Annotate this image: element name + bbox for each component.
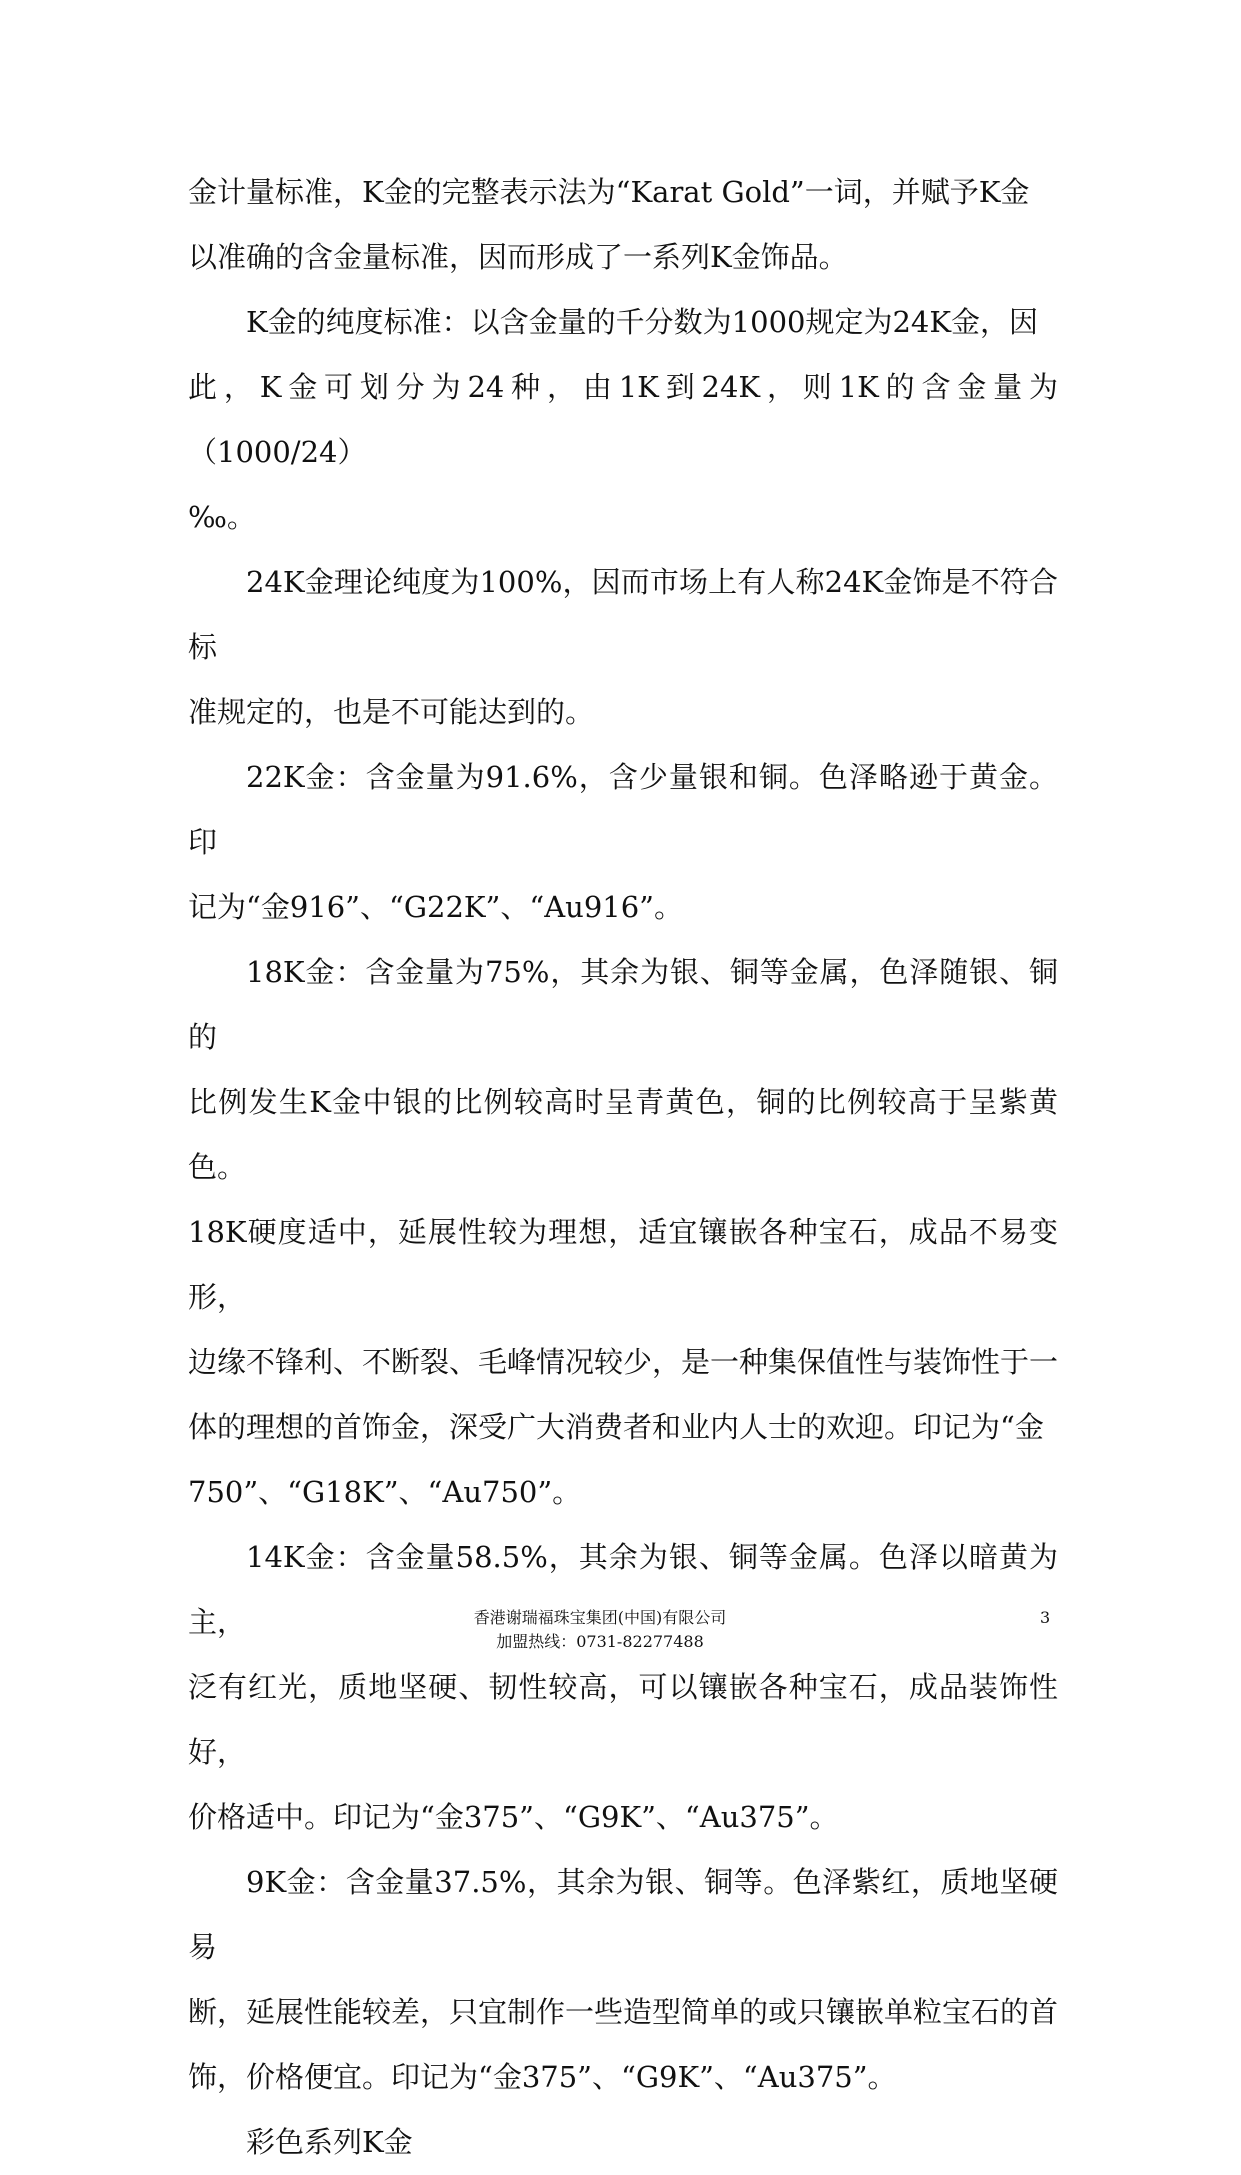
paragraph-purity-standard: K金的纯度标准：以含金量的千分数为1000规定为24K金，因 此，K金可划分为24种，由1K到24K，则1K的含金量为（1000/24） ‰。 — [188, 305, 1058, 534]
page-footer — [0, 1606, 1200, 1654]
footer-company: 香港谢瑞福珠宝集团(中国)有限公司 — [473, 1608, 727, 1627]
footer-hotline: 加盟热线：0731-82277488 — [496, 1632, 704, 1651]
page-number: 3 — [1040, 1608, 1051, 1627]
paragraph-24k: 24K金理论纯度为100%，因而市场上有人称24K金饰是不符合标 准规定的，也是不可能达到的。 — [188, 565, 1058, 729]
paragraph-color-series: 彩色系列K金 — [246, 2125, 413, 2159]
paragraph-karat-gold-definition: 金计量标准，K金的完整表示法为“Karat Gold”一词，并赋予K金 以准确的含金量标准，因而形成了一系列K金饰品。 — [188, 175, 1030, 274]
paragraph-22k: 22K金：含金量为91.6%，含少量银和铜。色泽略逊于黄金。印 记为“金916”、“G22K”、“Au916”。 — [188, 760, 1058, 924]
paragraph-18k: 18K金：含金量为75%，其余为银、铜等金属，色泽随银、铜的 比例发生K金中银的比例较高时呈青黄色，铜的比例较高于呈紫黄色。 18K硬度适中，延展性较为理想，适宜镶嵌各种宝石，成品不易变形， 边缘不锋利、不断裂、毛峰情况较少，是一种集保值性与装饰性于一 体的理想的首饰金，深受广大消费者和业内人士的欢迎。印记为“金 750”、“G18K”、“Au750”。 — [188, 955, 1059, 1509]
paragraph-9k: 9K金：含金量37.5%，其余为银、铜等。色泽紫红，质地坚硬易 断，延展性能较差，只宜制作一些造型简单的或只镶嵌单粒宝石的首 饰，价格便宜。印记为“金375”、“G9K”、“Au375”。 — [188, 1865, 1059, 2094]
paragraph-14k: 14K金：含金量58.5%，其余为银、铜等金属。色泽以暗黄为主， 泛有红光，质地坚硬、韧性较高，可以镶嵌各种宝石，成品装饰性好， 价格适中。印记为“金375”、“G9K”、“Au375”。 — [188, 1540, 1058, 1834]
document-body — [188, 160, 1058, 2175]
